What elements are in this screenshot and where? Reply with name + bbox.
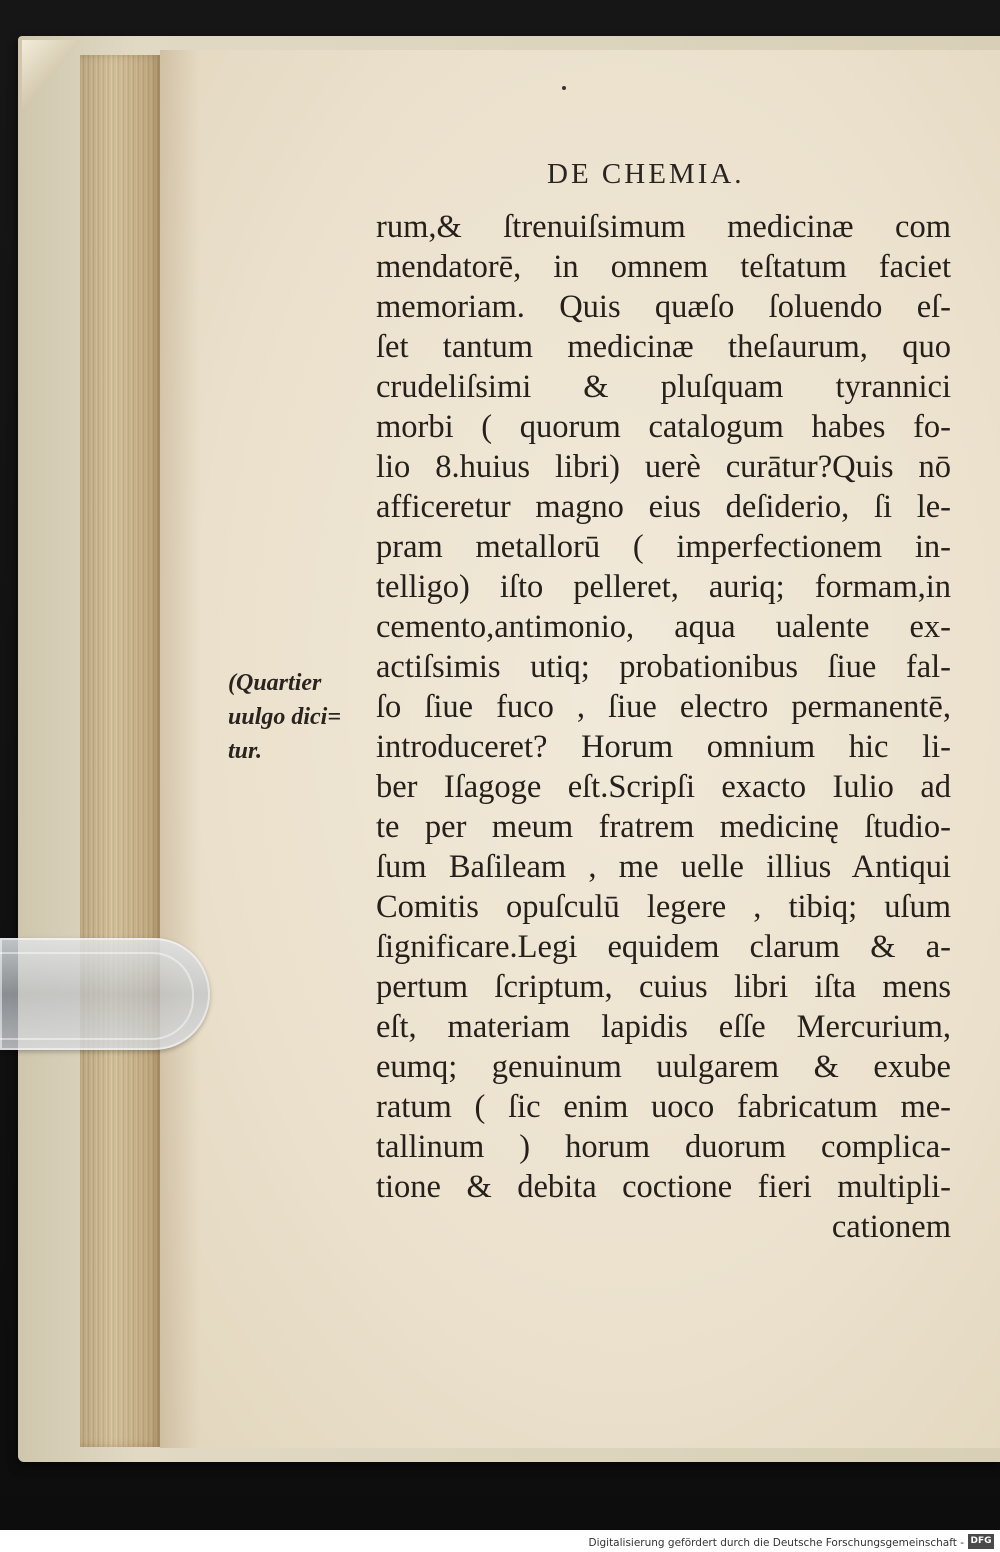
text-line: Comitis opuſculū legere , tibiq; uſum [376,889,951,925]
text-line: lio 8.huius libri) uerè curātur?Quis nō [376,449,951,485]
marginal-mark: ( [228,670,236,696]
marginal-note-line: tur. [228,738,263,764]
footer-bar [0,1530,1000,1552]
dfg-logo-icon: DFG [968,1534,994,1549]
plastic-page-clip-edge [0,952,194,1040]
footer-credit: Digitalisierung gefördert durch die Deutsche Forschungsgemeinschaft - [588,1537,964,1549]
text-line: cemento,antimonio, aqua ualente ex- [376,609,951,645]
text-line: ſum Baſileam , me uelle illius Antiqui [376,849,951,885]
text-line: eſt, materiam lapidis eſſe Mercurium, [376,1009,951,1045]
text-line: mendatorē, in omnem teſtatum faciet [376,249,951,285]
text-line: ſignificare.Legi equidem clarum & a- [376,929,951,965]
text-line: ſet tantum medicinæ theſaurum, quo [376,329,951,365]
running-head: DE CHEMIA. [547,158,745,190]
marginal-note-text: Quartier [236,670,322,696]
marginal-note [228,666,368,768]
text-line: introduceret? Horum omnium hic li- [376,729,951,765]
text-line: tione & debita coctione fieri multipli- [376,1169,951,1205]
text-line: telligo) iſto pelleret, auriq; formam,in [376,569,951,605]
marginal-note-line [228,666,368,700]
marginal-note-line: uulgo dici= [228,704,342,730]
text-line: actiſsimis utiq; probationibus ſiue fal- [376,649,951,685]
catchword: cationem [831,1209,951,1245]
text-line: morbi ( quorum catalogum habes fo- [376,409,951,445]
page-edges [80,55,162,1447]
text-line: te per meum fratrem medicinę ſtudio- [376,809,951,845]
text-line: pertum ſcriptum, cuius libri iſta mens [376,969,951,1005]
text-line: memoriam. Quis quæſo ſoluendo eſ- [376,289,951,325]
text-line: pram metallorū ( imperfectionem in- [376,529,951,565]
text-line: ſo ſiue fuco , ſiue electro permanentē, [376,689,951,725]
text-line: ber Iſagoge eſt.Scripſi exacto Iulio ad [376,769,951,805]
body-text [376,207,951,1247]
text-line: ratum ( ſic enim uoco fabricatum me- [376,1089,951,1125]
text-line: eumq; genuinum uulgarem & exube [376,1049,951,1085]
text-line: afficeretur magno eius deſiderio, ſi le- [376,489,951,525]
text-line: tallinum ) horum duorum complica- [376,1129,951,1165]
page-speck [562,86,566,90]
text-line: rum,& ſtrenuiſsimum medicinæ com [376,209,951,245]
text-line: crudeliſsimi & pluſquam tyrannici [376,369,951,405]
